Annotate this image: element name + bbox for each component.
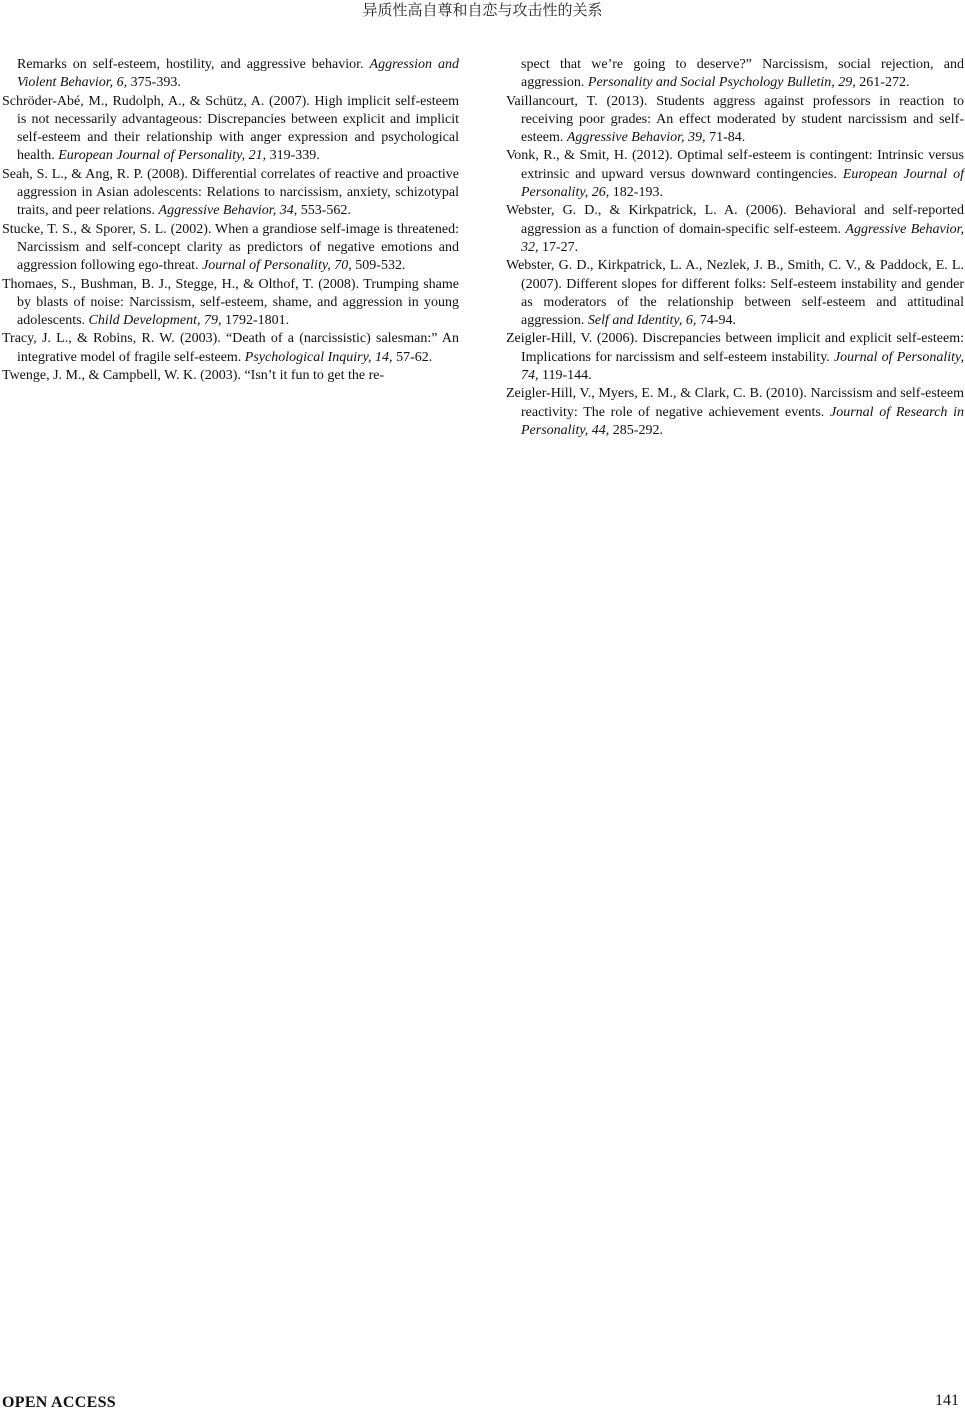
reference-journal: Journal of Research in Personality, 44, (521, 404, 964, 438)
reference-pages: 375-393. (127, 75, 181, 91)
reference-pages: 509-532. (351, 258, 406, 274)
reference-journal: Aggressive Behavior, 32, (521, 221, 964, 255)
reference-journal: European Journal of Personality, 26, (521, 166, 965, 201)
reference-pages: 71-84. (705, 130, 746, 146)
references-left-column (2, 56, 459, 385)
reference-pages: 17-27. (538, 239, 579, 255)
reference-journal: Journal of Personality, 70, (202, 258, 352, 274)
reference-entry (2, 56, 459, 93)
reference-journal: Aggressive Behavior, 39, (566, 130, 706, 146)
open-access-label: OPEN ACCESS (2, 1394, 116, 1411)
reference-text: spect that we’re going to deserve?” Narcissism, social rejection, and aggression. (521, 57, 964, 91)
reference-journal: Journal of Personality, 74, (521, 349, 964, 384)
reference-pages: 1792-1801. (221, 313, 290, 329)
reference-entry (506, 202, 964, 257)
reference-pages: 553-562. (297, 203, 351, 219)
running-title: 异质性高自尊和自恋与攻击性的关系 (362, 1, 603, 19)
reference-journal: Aggressive Behavior, 34, (158, 203, 298, 219)
references-right-column (506, 56, 964, 440)
reference-text: Remarks on self-esteem, hostility, and aggressive behavior. (17, 57, 370, 72)
reference-text: Stucke, T. S., & Sporer, S. L. (2002). When a grandiose self-image is threatened: Narcissism and self-concept clarity as predictors of negative emotions and aggression following ego-threat. (2, 221, 459, 274)
reference-text: Schröder-Abé, M., Rudolph, A., & Schütz, A. (2007). High implicit self-esteem is not necessarily advantageous: Discrepancies between explicit and implicit self-esteem and their relationship with anger expression and psychological health. (2, 93, 459, 164)
reference-entry (2, 276, 459, 331)
reference-entry (506, 385, 964, 440)
reference-entry (2, 330, 459, 367)
reference-text: Zeigler-Hill, V., Myers, E. M., & Clark, C. B. (2010). Narcissism and self-esteem reactivity: The role of negative achievement events. (506, 386, 964, 420)
reference-journal: European Journal of Personality, 21, (58, 148, 267, 164)
reference-journal: Aggression and Violent Behavior, 6, (17, 57, 459, 91)
reference-entry (506, 147, 964, 202)
reference-text: Thomaes, S., Bushman, B. J., Stegge, H., & Olthof, T. (2008). Trumping shame by blasts of noise: Narcissism, self-esteem, shame, and aggression in young adolescents. (2, 276, 459, 329)
reference-pages: 261-272. (855, 75, 910, 91)
reference-journal: Personality and Social Psychology Bulletin, 29, (587, 75, 856, 91)
reference-text: Vonk, R., & Smit, H. (2012). Optimal self-esteem is contingent: Intrinsic versus extrinsic and upward versus downward contingencies. (506, 148, 964, 182)
reference-journal: Child Development, 79, (88, 313, 222, 329)
reference-text: Webster, G. D., Kirkpatrick, L. A., Nezlek, J. B., Smith, C. V., & Paddock, E. L. (2007). Different slopes for different folks: Self-esteem instability and gender as moderators of the relationship between self-esteem and attitudinal aggression. (506, 258, 964, 329)
reference-pages: 57-62. (392, 349, 433, 365)
reference-pages: 319-339. (266, 148, 320, 164)
reference-pages: 119-144. (538, 368, 592, 384)
reference-entry (2, 166, 459, 221)
reference-entry (506, 93, 964, 148)
reference-text: Seah, S. L., & Ang, R. P. (2008). Differential correlates of reactive and proactive aggression in Asian adolescents: Relations to narcissism, anxiety, schizotypal traits, and peer relations. (2, 166, 459, 219)
reference-journal: Psychological Inquiry, 14, (244, 349, 393, 365)
reference-text: Zeigler-Hill, V. (2006). Discrepancies between implicit and explicit self-esteem: Implications for narcissism and self-esteem instability. (506, 331, 964, 365)
reference-text: Vaillancourt, T. (2013). Students aggress against professors in reaction to receiving poor grades: An effect moderated by student narcissism and self-esteem. (506, 93, 964, 146)
reference-journal: Self and Identity, 6, (587, 313, 697, 329)
reference-entry (506, 330, 964, 385)
page-number: 141 (935, 1392, 959, 1409)
reference-entry (2, 367, 459, 385)
reference-entry (2, 93, 459, 166)
reference-entry (506, 257, 964, 330)
reference-entry (2, 221, 459, 276)
reference-entry (506, 56, 964, 93)
reference-pages: 182-193. (609, 185, 663, 201)
reference-text: Tracy, J. L., & Robins, R. W. (2003). “Death of a (narcissistic) salesman:” An integrative model of fragile self-esteem. (2, 331, 459, 365)
reference-pages: 285-292. (609, 422, 663, 438)
reference-pages: 74-94. (696, 313, 737, 329)
reference-text: Webster, G. D., & Kirkpatrick, L. A. (2006). Behavioral and self-reported aggression as a function of domain-specific self-esteem. (506, 203, 964, 237)
reference-text: Twenge, J. M., & Campbell, W. K. (2003). “Isn’t it fun to get the re- (2, 368, 385, 384)
